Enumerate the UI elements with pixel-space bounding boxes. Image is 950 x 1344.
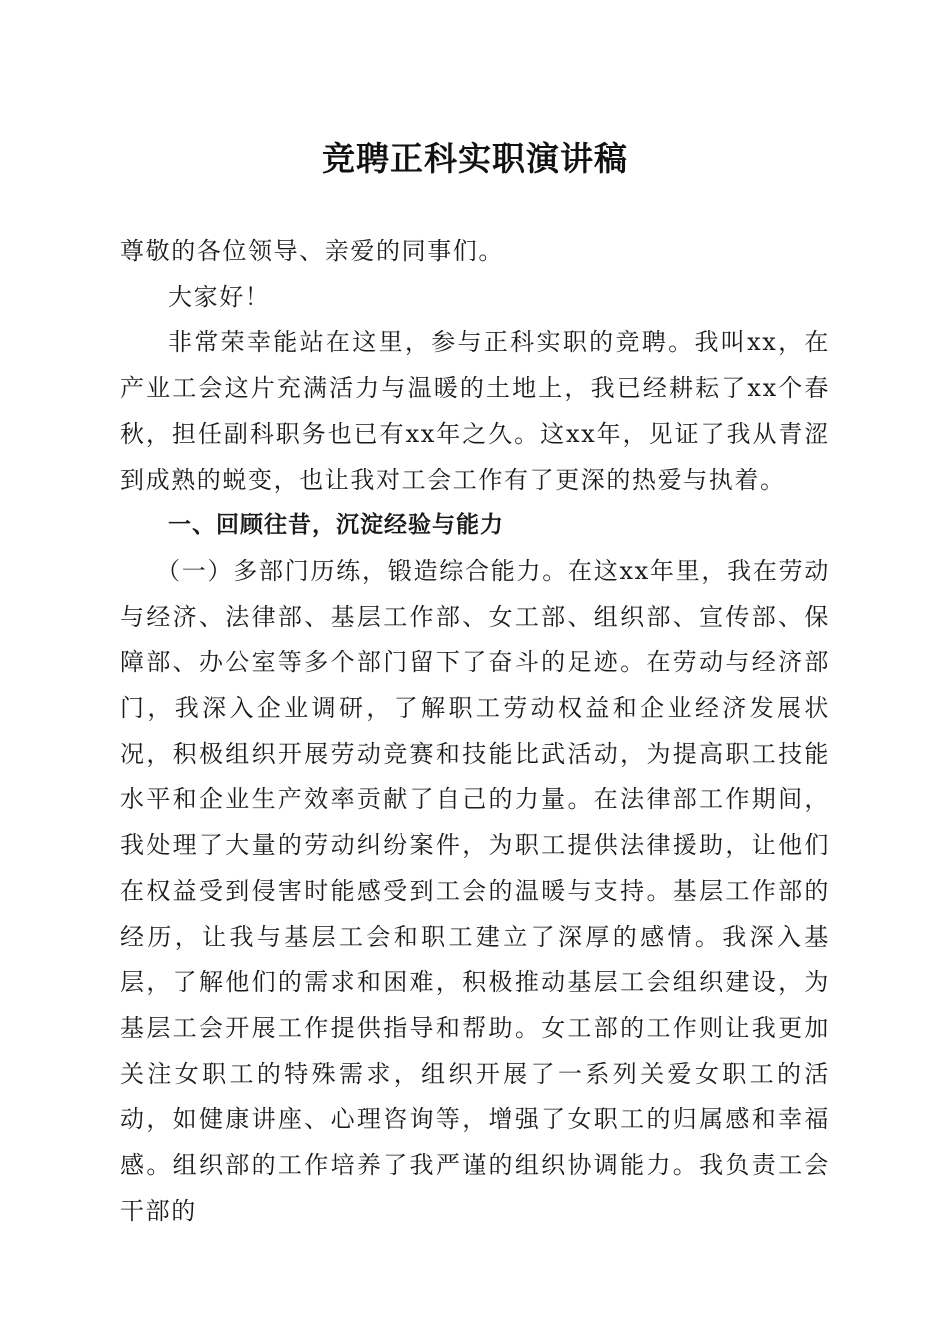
section-heading: 一、回顾往昔，沉淀经验与能力 [168,512,504,539]
body-paragraph: （一）多部门历练，锻造综合能力。在这xx年里，我在劳动与经济、法律部、基层工作部、女工部、组织部、宣传部、保障部、办公室等多个部门留下了奋斗的足迹。在劳动与经济部门，我深入企业调研，了解职工劳动权益和企业经济发展状况，积极组织开展劳动竞赛和技能比武活动，为提高职工技能水平和企业生产效率贡献了自己的力量。在法律部工作期间，我处理了大量的劳动纠纷案件，为职工提供法律援助，让他们在权益受到侵害时能感受到工会的温暖与支持。基层工作部的经历，让我与基层工会和职工建立了深厚的感情。我深入基层，了解他们的需求和困难，积极推动基层工会组织建设，为基层工会开展工作提供指导和帮助。女工部的工作则让我更加关注女职工的特殊需求，组织开展了一系列关爱女职工的活动，如健康讲座、心理咨询等，增强了女职工的归属感和幸福感。组织部的工作培养了我严谨的组织协调能力。我负责工会干部的 [120,556,830,1225]
greeting: 大家好！ [168,282,271,311]
document-body [120,229,830,1234]
document-title: 竞聘正科实职演讲稿 [322,139,628,178]
intro-paragraph: 非常荣幸能站在这里，参与正科实职的竞聘。我叫xx，在产业工会这片充满活力与温暖的土地上，我已经耕耘了xx个春秋，担任副科职务也已有xx年之久。这xx年，见证了我从青涩到成熟的蜕变，也让我对工会工作有了更深的热爱与执着。 [120,328,830,494]
salutation: 尊敬的各位领导、亲爱的同事们。 [120,237,504,265]
